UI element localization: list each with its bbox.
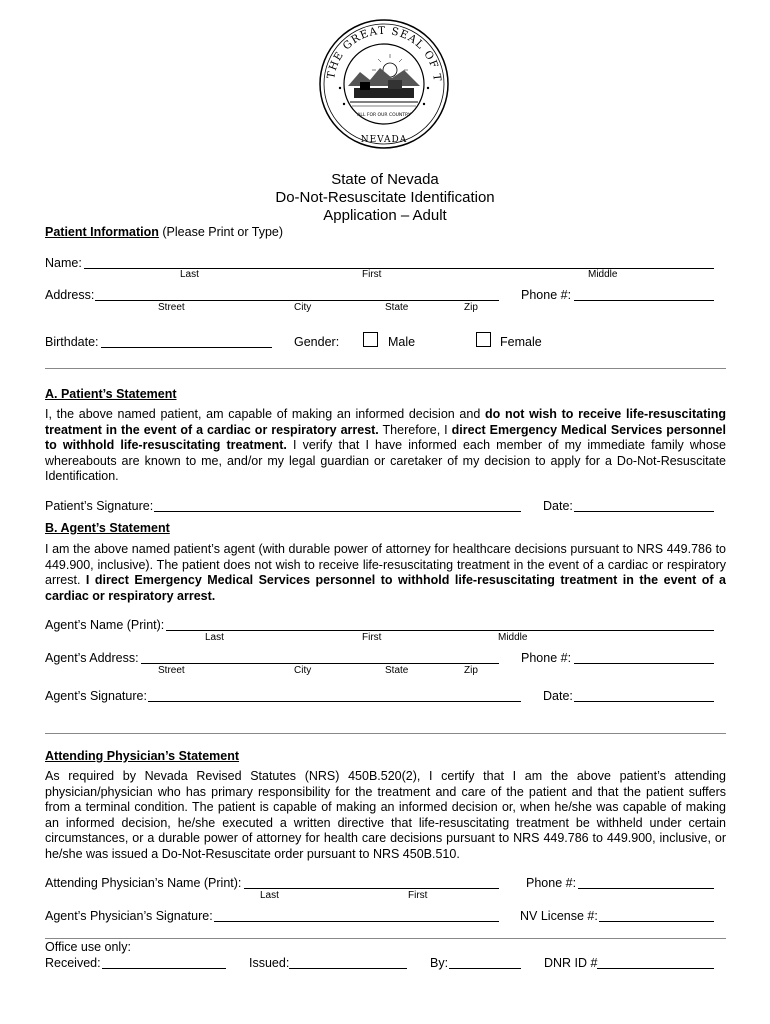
- state-seal: [318, 18, 450, 150]
- seal-state-name: NEVADA: [360, 135, 408, 145]
- patient-info-note: (Please Print or Type): [162, 225, 284, 239]
- seal-motto: ALL FOR OUR COUNTRY: [357, 113, 411, 118]
- physician-name-field[interactable]: [244, 888, 499, 889]
- agent-phone-label: Phone #:: [521, 651, 572, 665]
- dnr-id-field[interactable]: [597, 968, 714, 969]
- section-a-heading: A. Patient’s Statement: [45, 387, 177, 401]
- patient-name-field[interactable]: [84, 268, 714, 269]
- agent-name-sub-middle: Middle: [498, 632, 528, 643]
- name-sub-first: First: [362, 269, 382, 280]
- agent-address-sub-state: State: [385, 665, 409, 676]
- female-label: Female: [500, 335, 542, 349]
- patient-signature-label: Patient’s Signature:: [45, 499, 154, 513]
- license-field[interactable]: [599, 921, 714, 922]
- seal-ring-text: THE GREAT SEAL OF T: [325, 24, 444, 83]
- agent-name-field[interactable]: [166, 630, 714, 631]
- agent-name-sub-last: Last: [205, 632, 224, 643]
- address-sub-city: City: [294, 302, 312, 313]
- physician-statement: As required by Nevada Revised Statutes (NRS) 450B.520(2), I certify that I am the above patient’s attending physician/physician who has primary responsibility for the treatment and care of the patient and that the patient suffers from a terminal condition. The patient is capable of making an informed decision or, when he/she was capable of making an informed decision, he/she executed a written directive that life-resuscitating treatment be withheld under certain circumstances, or a durable power of attorney for health care decisions pursuant to NRS 449.786 to 449.900, inclusive, or he/she was issued a Do-Not-Resuscitate order pursuant to NRS 450B.510.: [45, 769, 726, 861]
- physician-name-label: Attending Physician’s Name (Print):: [45, 876, 242, 890]
- patient-date-field[interactable]: [574, 511, 714, 512]
- section-a-statement: I, the above named patient, am capable of making an informed decision and do not wish to receive life-resuscitating treatment in the event of a cardiac or respiratory arrest. Therefore, I direct Emergency Medical Services personnel to withhold life-resuscitating treatment. I verify that I have informed each member of my immediate family whose whereabouts are known to me, and/or my legal guardian or caretaker of my decision to apply for a Do-Not-Resuscitate Identification.: [45, 407, 726, 483]
- agent-address-sub-street: Street: [158, 665, 185, 676]
- physician-phone-field[interactable]: [578, 888, 714, 889]
- female-checkbox[interactable]: [476, 332, 491, 347]
- birthdate-label: Birthdate:: [45, 335, 99, 349]
- patient-phone-field[interactable]: [574, 300, 714, 301]
- name-label: Name:: [45, 256, 82, 270]
- physician-phone-label: Phone #:: [526, 876, 577, 890]
- address-sub-zip: Zip: [464, 302, 478, 313]
- physician-signature-field[interactable]: [214, 921, 499, 922]
- issued-label: Issued:: [249, 956, 290, 970]
- physician-name-sub-last: Last: [260, 890, 279, 901]
- physician-name-sub-first: First: [408, 890, 428, 901]
- phone-label: Phone #:: [521, 288, 572, 302]
- agent-address-label: Agent’s Address:: [45, 651, 139, 665]
- divider: [45, 733, 726, 734]
- patient-date-label: Date:: [543, 499, 573, 513]
- birthdate-field[interactable]: [101, 347, 272, 348]
- agent-name-sub-first: First: [362, 632, 382, 643]
- address-sub-street: Street: [158, 302, 185, 313]
- agent-address-field[interactable]: [141, 663, 499, 664]
- agent-address-sub-city: City: [294, 665, 312, 676]
- male-label: Male: [388, 335, 416, 349]
- divider: [45, 938, 726, 939]
- physician-signature-label: Agent’s Physician’s Signature:: [45, 909, 213, 923]
- agent-signature-label: Agent’s Signature:: [45, 689, 147, 703]
- patient-signature-field[interactable]: [154, 511, 521, 512]
- received-field[interactable]: [102, 968, 226, 969]
- by-field[interactable]: [449, 968, 521, 969]
- name-sub-last: Last: [180, 269, 199, 280]
- name-sub-middle: Middle: [588, 269, 618, 280]
- dnr-id-label: DNR ID #: [544, 956, 598, 970]
- section-b-statement: I am the above named patient’s agent (with durable power of attorney for healthcare decisions pursuant to NRS 449.786 to 449.900, inclusive). The patient does not wish to receive life-resuscitating treatment in the event of a cardiac or respiratory arrest. I direct Emergency Medical Services personnel to withhold life-resuscitating treatment in the event of a cardiac or respiratory arrest.: [45, 542, 726, 603]
- patient-info-header: [45, 225, 283, 239]
- divider: [45, 368, 726, 369]
- agent-date-field[interactable]: [574, 701, 714, 702]
- agent-address-sub-zip: Zip: [464, 665, 478, 676]
- address-label: Address:: [45, 288, 95, 302]
- physician-heading: Attending Physician’s Statement: [45, 749, 240, 763]
- title-state: State of Nevada: [331, 171, 439, 188]
- address-sub-state: State: [385, 302, 409, 313]
- male-checkbox[interactable]: [363, 332, 378, 347]
- agent-date-label: Date:: [543, 689, 573, 703]
- patient-info-heading: Patient Information: [45, 225, 159, 239]
- agent-phone-field[interactable]: [574, 663, 714, 664]
- gender-label: Gender:: [294, 335, 340, 349]
- by-label: By:: [430, 956, 449, 970]
- section-b-heading: B. Agent’s Statement: [45, 521, 170, 535]
- patient-address-field[interactable]: [95, 300, 499, 301]
- agent-signature-field[interactable]: [148, 701, 521, 702]
- received-label: Received:: [45, 956, 101, 970]
- issued-field[interactable]: [289, 968, 407, 969]
- agent-name-label: Agent’s Name (Print):: [45, 618, 165, 632]
- license-label: NV License #:: [520, 909, 598, 923]
- title-form: Do-Not-Resuscitate Identification: [275, 189, 495, 206]
- title-type: Application – Adult: [323, 207, 447, 224]
- office-use-heading: Office use only:: [45, 940, 131, 954]
